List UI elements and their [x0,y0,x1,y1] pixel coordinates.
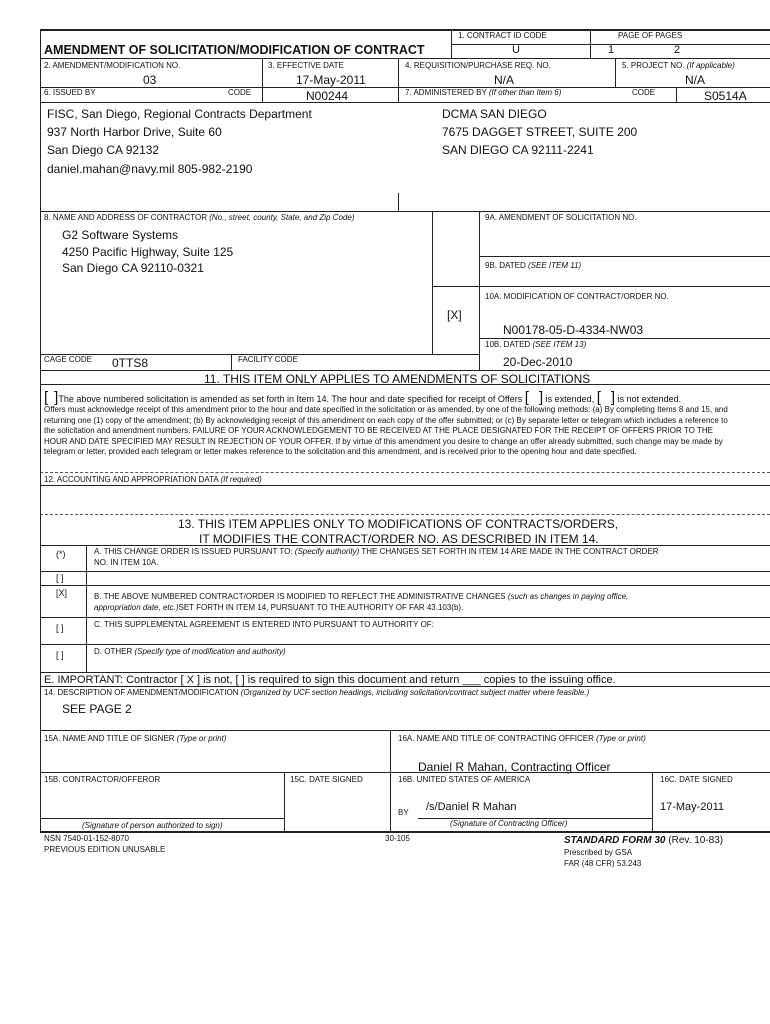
rule-v-item8 [432,211,433,354]
rule-10a-top [432,286,770,287]
rule-15-sig-line [40,818,284,819]
modification-dated-value: 20-Dec-2010 [503,355,573,369]
item13a-text-1b: THE CHANGES SET FORTH IN ITEM 14 ARE MADE IN THE CONTRACT ORDER [361,547,659,556]
footer-far: FAR (48 CFR) 53.243 [564,859,642,868]
issued-by-label: 6. ISSUED BY [44,88,96,97]
page-total: 2 [674,44,681,56]
item11-not-extended-close: ] [610,389,616,406]
form-title: AMENDMENT OF SOLICITATION/MODIFICATION OF CONTRACT [44,43,425,57]
contractor-offeror-label: 15B. CONTRACTOR/OFFEROR [44,775,161,784]
rule-item8-top [40,211,770,212]
modification-dated-label-note: (SEE ITEM 13) [532,340,587,349]
rule-v-code2 [676,87,677,102]
rule-13d-top [40,644,770,645]
rule-title-bottom [40,58,770,59]
footer-standard-form [564,836,723,846]
rule-v-header1 [451,29,452,58]
modification-dated-label [485,341,586,349]
accounting-label [44,476,262,484]
item13b-mark: [X] [56,588,68,598]
officer-signature: /s/Daniel R Mahan [426,801,517,813]
rule-v-15-16 [390,730,391,832]
footer-nsn: NSN 7540-01-152-8070 [44,834,129,843]
contractor-line-1: G2 Software Systems [62,228,179,242]
item13d-text-a: D. OTHER [94,647,133,656]
rule-issued-bottom [40,102,770,103]
cage-code-label: CAGE CODE [44,355,93,364]
rule-9b-top [479,256,770,257]
issuer-line-2: 937 North Harbor Drive, Suite 60 [47,125,222,139]
item13b-text-1 [94,593,628,601]
effective-date-value: 17-May-2011 [296,73,366,87]
contractor-date-label: 15C. DATE SIGNED [290,775,363,784]
important-notice: E. IMPORTANT: Contractor [ X ] is not, [ ] is required to sign this document and return ___ copies to the issuing office. [44,674,616,686]
rule-15b-top [40,772,770,773]
rule-13c-top [40,617,770,618]
solicitation-dated-label [485,262,581,270]
item13d-text [94,648,286,656]
rule-13a-bottom [40,571,770,572]
amend-no-label: 2. AMENDMENT/MODIFICATION NO. [44,61,181,70]
rule-item15-top [40,730,770,731]
page-num: 1 [608,44,615,56]
requisition-value: N/A [494,73,515,87]
rule-v-row2a [262,58,263,102]
issued-code-label: CODE [228,88,252,97]
item13d-mark: [ ] [56,650,64,660]
officer-signature-caption: (Signature of Contracting Officer) [450,819,568,828]
contract-id-value: U [512,44,520,56]
item13a-mark: (*) [56,549,66,559]
rule-13b-top [40,585,770,586]
rule-13d-bottom [40,672,770,673]
rule-important-bottom [40,686,770,687]
description-value: SEE PAGE 2 [62,702,132,716]
item13-heading-1: 13. THIS ITEM APPLIES ONLY TO MODIFICATIONS OF CONTRACTS/ORDERS, [178,517,619,531]
admin-line-3: SAN DIEGO CA 92111-2241 [442,143,594,157]
officer-date-label: 16C. DATE SIGNED [660,775,733,784]
administered-by-label-note: (If other than Item 6) [488,88,562,97]
item11-not-extended-open: [ [596,389,601,406]
rule-v-item9 [479,211,480,370]
item11-text-c: is not extended. [617,394,682,404]
item13c-text: C. THIS SUPPLEMENTAL AGREEMENT IS ENTERED INTO PURSUANT TO AUTHORITY OF: [94,620,434,629]
description-label [44,689,589,697]
footer-previous-edition: PREVIOUS EDITION UNUSABLE [44,845,166,854]
amend-no-value: 03 [143,73,157,87]
rule-v-row2c [615,58,616,87]
item13a-text-1 [94,548,659,556]
item11-line-1 [44,390,681,405]
issuer-line-1: FISC, San Diego, Regional Contracts Department [47,107,312,121]
item13c-mark: [ ] [56,623,64,633]
description-label-note: (Organized by UCF section headings, including solicitation/contract subject matter where feasible.) [240,688,590,697]
item13b-text-2a: SET FORTH IN ITEM 14, PURSUANT TO THE AUTHORITY OF FAR 43.103(b). [178,603,464,612]
by-label: BY [398,808,409,817]
accounting-label-note: (If required) [220,475,262,484]
footer-sf-rev: (Rev. 10-83) [668,835,724,846]
rule-v-13 [86,545,87,672]
administered-by-label-text: 7. ADMINISTERED BY [405,88,487,97]
officer-name-label [398,735,646,743]
amend-solicitation-label: 9A. AMENDMENT OF SOLICITATION NO. [485,213,637,222]
signer-name-label-note: (Type or print) [176,734,227,743]
issuer-line-4: daniel.mahan@navy.mil 805-982-2190 [47,162,253,176]
rule-item11-top [40,370,770,371]
rule-v-issuer-stub [398,193,399,211]
contract-id-label: 1. CONTRACT ID CODE [458,31,547,40]
item13b-note-1: (such as changes in paying office, [507,592,629,601]
rule-v-15c [284,772,285,832]
contractor-line-3: San Diego CA 92110-0321 [62,261,204,275]
rule-10b-top [479,338,770,339]
signer-name-label-text: 15A. NAME AND TITLE OF SIGNER [44,734,175,743]
effective-date-label: 3. EFFECTIVE DATE [268,61,344,70]
item11-extended-open: [ [524,389,529,406]
admin-line-2: 7675 DAGGET STREET, SUITE 200 [442,125,638,139]
item13a-text-2: NO. IN ITEM 10A. [94,558,159,567]
requisition-label: 4. REQUISITION/PURCHASE REQ. NO. [405,61,551,70]
item13a-note: (Specify authority) [294,547,360,556]
item13-blank-mark: [ ] [56,573,64,583]
rule-v-16c [652,772,653,832]
item11-paragraph: Offers must acknowledge receipt of this amendment prior to the hour and date specified in the solicitation or as amended, by one of the following methods: (a) By completing Items 8 and 15, and returning one (1) copy of the amendment; (b) By acknowledging receipt of this amendment on each copy of the offer submitted; or (c) By separate letter or telegram which includes a reference to the solicitation and amendment numbers. FAILURE OF YOUR ACKNOWLEDGEMENT TO BE RECEIVED AT THE PLACE DESIGNATED FOR THE RECEIPT OF OFFERS PRIOR TO THE HOUR AND DATE SPECIFIED MAY RESULT IN REJECTION OF YOUR OFFER. If by virtue of this amendment you desire to change an offer already submitted, such change may be made by telegram or letter, provided each telegram or letter makes reference to the solicitation and this amendment, and is received prior to the opening hour and date specified. [44,405,728,457]
project-no-label-text: 5. PROJECT NO. [622,61,685,70]
signer-name-label [44,735,226,743]
contractor-label-text: 8. NAME AND ADDRESS OF CONTRACTOR [44,213,207,222]
accounting-label-text: 12. ACCOUNTING AND APPROPRIATION DATA [44,475,219,484]
officer-date-value: 17-May-2011 [660,801,724,813]
item11-text-b: is extended, [545,394,595,404]
issuer-line-3: San Diego CA 92132 [47,143,160,157]
facility-code-label: FACILITY CODE [238,355,298,364]
usa-label: 16B. UNITED STATES OF AMERICA [398,775,531,784]
contractor-label-note: (No., street, county, State, and Zip Code) [209,213,355,222]
footer-prescribed: Prescribed by GSA [564,848,633,857]
rule-v-cage [231,354,232,370]
issued-code-value: N00244 [306,89,349,103]
admin-code-label: CODE [632,88,656,97]
description-label-text: 14. DESCRIPTION OF AMENDMENT/MODIFICATION [44,688,239,697]
page-of-pages-label: PAGE OF PAGES [618,31,683,40]
officer-name-label-text: 16A. NAME AND TITLE OF CONTRACTING OFFICER [398,734,594,743]
item13b-text-1a: B. THE ABOVE NUMBERED CONTRACT/ORDER IS MODIFIED TO REFLECT THE ADMINISTRATIVE CHANGES [94,592,506,601]
officer-name-label-note: (Type or print) [596,734,646,743]
modification-no-label: 10A. MODIFICATION OF CONTRACT/ORDER NO. [485,292,669,301]
rule-form-bottom [40,831,770,833]
item11-text-a: The above numbered solicitation is amended as set forth in Item 14. The hour and date specified for receipt of Offers [58,394,523,404]
solicitation-dated-label-note: (SEE ITEM 11) [527,261,582,270]
item13b-note-2: appropriation date, etc.) [94,603,179,612]
modification-no-value: N00178-05-D-4334-NW03 [503,323,644,337]
footer-sf-bold: STANDARD FORM 30 [564,835,666,846]
admin-line-1: DCMA SAN DIEGO [442,107,547,121]
item13a-text-1a: A. THIS CHANGE ORDER IS ISSUED PURSUANT TO: [94,547,293,556]
contractor-line-2: 4250 Pacific Highway, Suite 125 [62,245,234,259]
contractor-signature-caption: (Signature of person authorized to sign) [82,821,223,830]
modification-dated-label-text: 10B. DATED [485,340,531,349]
rule-v-row2b [398,58,399,102]
cage-code-value: 0TTS8 [112,356,149,370]
administered-by-label [405,89,561,97]
rule-v-header2 [590,29,591,58]
solicitation-dated-label-text: 9B. DATED [485,261,526,270]
item10-checkbox: [X] [447,308,462,322]
contractor-label [44,214,355,222]
rule-code-box-top [676,87,770,88]
item11-bracket-open: [ [44,389,49,406]
item13b-text-2 [94,604,463,612]
rule-item12-top [40,472,770,473]
admin-code-value: S0514A [704,89,747,103]
item13d-note: (Specify type of modification and authority) [134,647,286,656]
project-no-label-note: (If applicable) [686,61,735,70]
project-no-value: N/A [685,73,706,87]
item11-bracket-close: ] [54,389,59,406]
rule-v-left-edge [40,29,41,832]
rule-item13-top [40,514,770,515]
item13-heading-2: IT MODIFIES THE CONTRACT/ORDER NO. AS DESCRIBED IN ITEM 14. [199,532,599,546]
footer-code: 30-105 [385,834,410,843]
rule-item12-bottom [40,485,770,486]
item11-extended-close: ] [538,389,544,406]
project-no-label [622,62,735,70]
item11-heading: 11. THIS ITEM ONLY APPLIES TO AMENDMENTS OF SOLICITATIONS [204,372,591,386]
officer-name-value: Daniel R Mahan, Contracting Officer [418,760,611,774]
